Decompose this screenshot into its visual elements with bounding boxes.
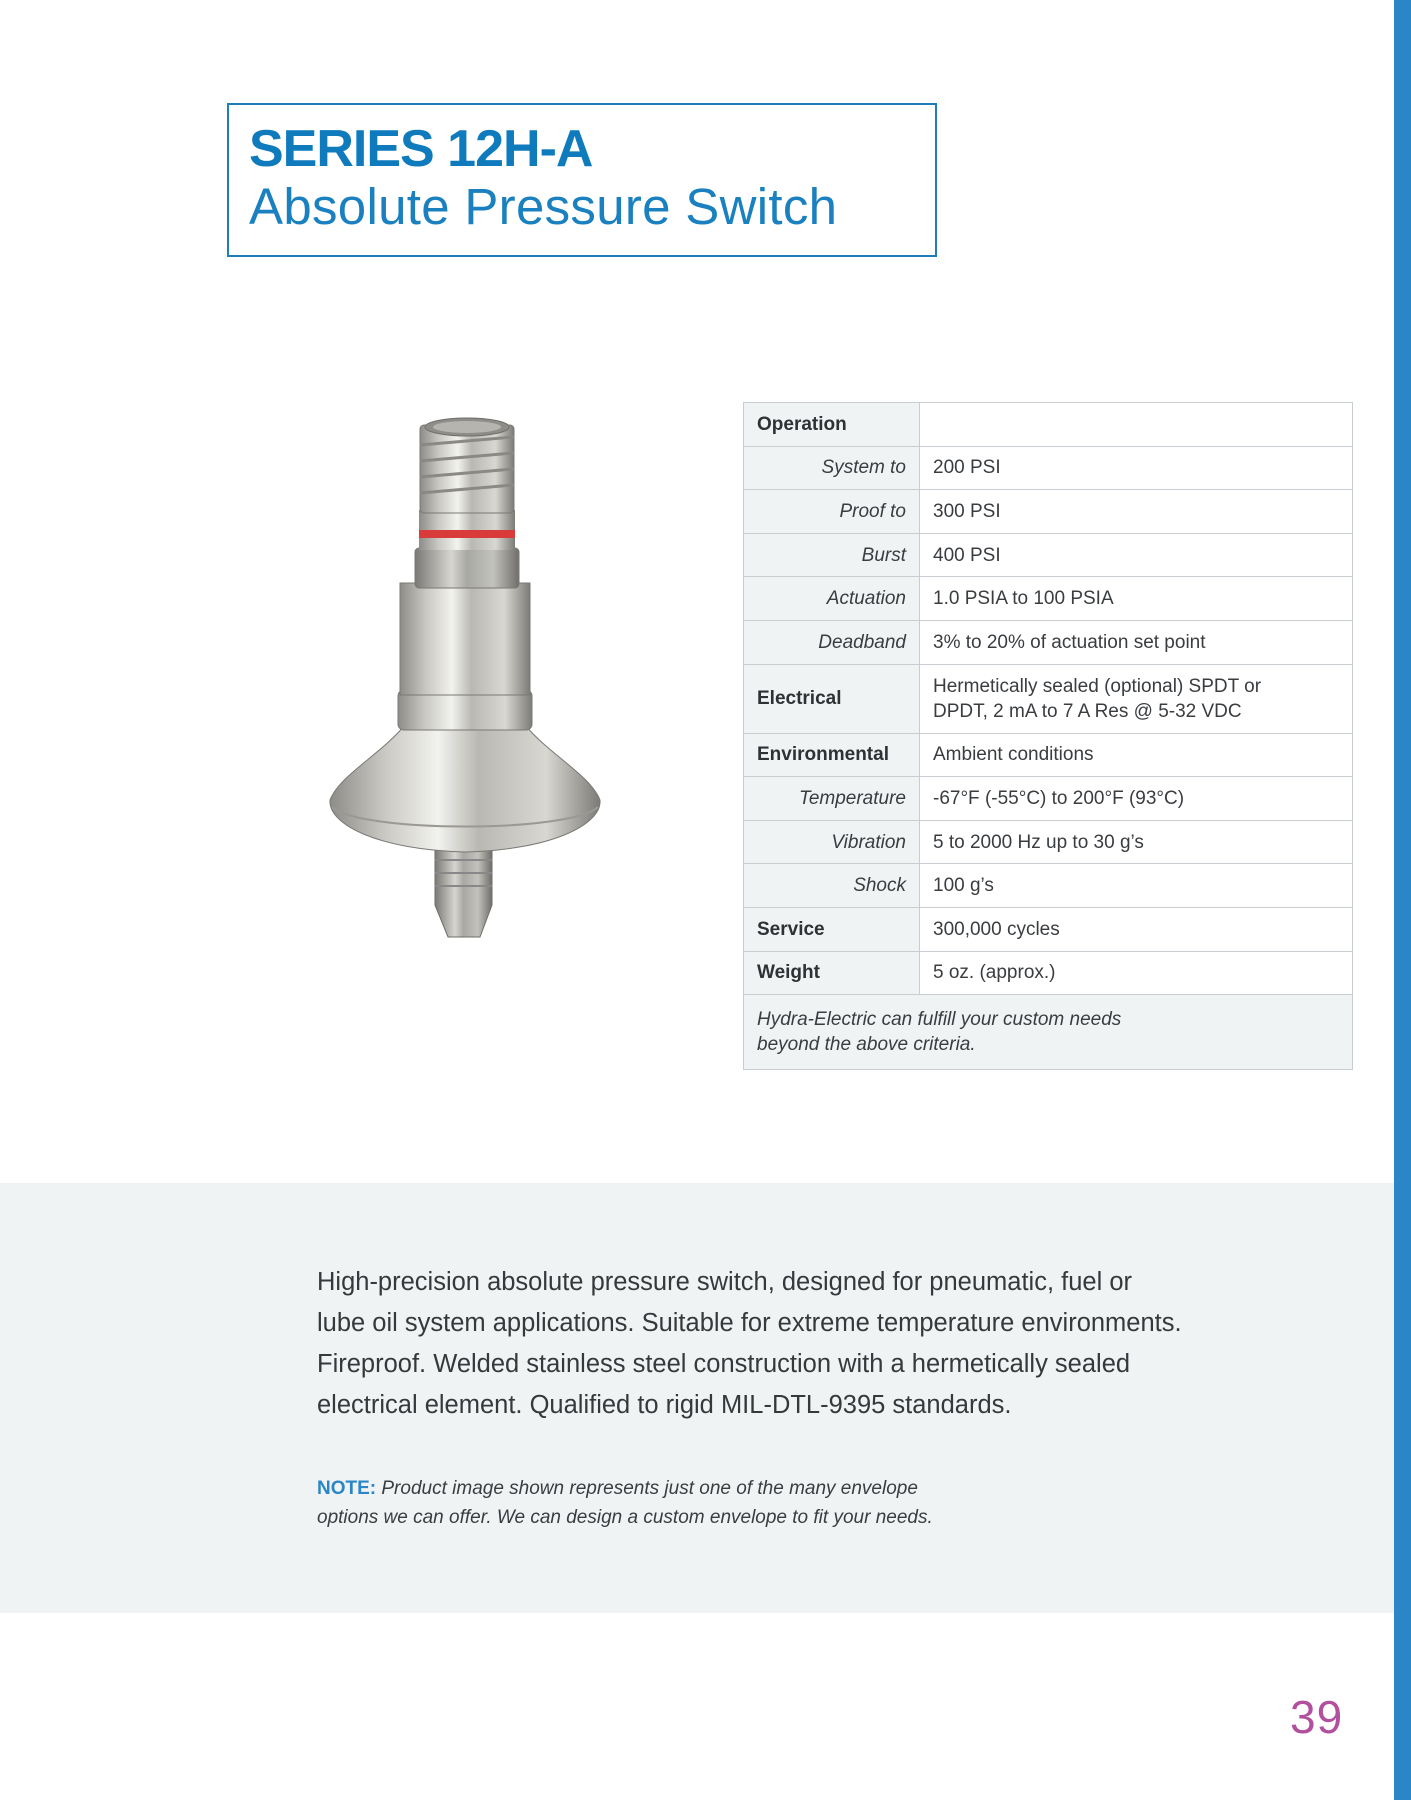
note-line <box>317 1474 1077 1503</box>
spec-row-shock <box>744 864 1353 908</box>
spec-value: Ambient conditions <box>920 733 1353 777</box>
spec-value: 200 PSI <box>920 446 1353 490</box>
spec-label: Operation <box>744 403 920 447</box>
spec-value-line: Hermetically sealed (optional) SPDT or <box>933 675 1262 697</box>
spec-row-temperature <box>744 777 1353 821</box>
spec-footnote <box>744 995 1353 1070</box>
title-box <box>227 103 937 257</box>
spec-footnote-row <box>744 995 1353 1070</box>
spec-label: Vibration <box>744 820 920 864</box>
side-accent-bar <box>1394 0 1411 1800</box>
spec-value: 5 to 2000 Hz up to 30 g’s <box>920 820 1353 864</box>
series-title: SERIES 12H-A <box>249 120 593 178</box>
spec-label: Service <box>744 907 920 951</box>
page-number: 39 <box>1290 1691 1344 1743</box>
spec-value: 400 PSI <box>920 533 1353 577</box>
description-line: High-precision absolute pressure switch, designed for pneumatic, fuel or <box>317 1268 1133 1296</box>
spec-row-burst <box>744 533 1353 577</box>
description-line: lube oil system applications. Suitable for extreme temperature environments. <box>317 1309 1182 1337</box>
product-name: Absolute Pressure Switch <box>249 178 838 235</box>
spec-row-vibration <box>744 820 1353 864</box>
spec-row-deadband <box>744 620 1353 664</box>
spec-label: Actuation <box>744 577 920 621</box>
spec-label: System to <box>744 446 920 490</box>
spec-value: 300,000 cycles <box>920 907 1353 951</box>
spec-label: Burst <box>744 533 920 577</box>
spec-row-electrical <box>744 664 1353 733</box>
spec-label: Electrical <box>744 664 920 733</box>
spec-row-environmental <box>744 733 1353 777</box>
spec-footnote-line: Hydra-Electric can fulfill your custom needs <box>757 1009 1122 1031</box>
note-text: Product image shown represents just one of the many envelope <box>376 1478 918 1499</box>
spec-label: Environmental <box>744 733 920 777</box>
spec-value-line: DPDT, 2 mA to 7 A Res @ 5-32 VDC <box>933 700 1242 722</box>
spec-value: 300 PSI <box>920 490 1353 534</box>
spec-value: 3% to 20% of actuation set point <box>920 620 1353 664</box>
spec-row-actuation <box>744 577 1353 621</box>
note-label: NOTE: <box>317 1478 377 1499</box>
spec-value: -67°F (-55°C) to 200°F (93°C) <box>920 777 1353 821</box>
product-image <box>320 405 640 945</box>
spec-row-operation <box>744 403 1353 447</box>
spec-row-proof <box>744 490 1353 534</box>
spec-label: Temperature <box>744 777 920 821</box>
spec-label: Proof to <box>744 490 920 534</box>
product-description <box>317 1262 1257 1426</box>
description-line: Fireproof. Welded stainless steel construction with a hermetically sealed <box>317 1350 1131 1378</box>
spec-label: Weight <box>744 951 920 995</box>
spec-footnote-line: beyond the above criteria. <box>757 1034 976 1056</box>
spec-value: 100 g’s <box>920 864 1353 908</box>
note <box>317 1474 1077 1532</box>
description-line: electrical element. Qualified to rigid MIL-DTL-9395 standards. <box>317 1391 1012 1419</box>
spec-value: 1.0 PSIA to 100 PSIA <box>920 577 1353 621</box>
spec-row-system <box>744 446 1353 490</box>
spec-label: Shock <box>744 864 920 908</box>
spec-label: Deadband <box>744 620 920 664</box>
spec-value <box>920 664 1353 733</box>
spec-value <box>920 403 1353 447</box>
spec-row-weight <box>744 951 1353 995</box>
spec-table <box>743 402 1353 1070</box>
spec-row-service <box>744 907 1353 951</box>
note-line: options we can offer. We can design a custom envelope to fit your needs. <box>317 1507 933 1528</box>
spec-value: 5 oz. (approx.) <box>920 951 1353 995</box>
